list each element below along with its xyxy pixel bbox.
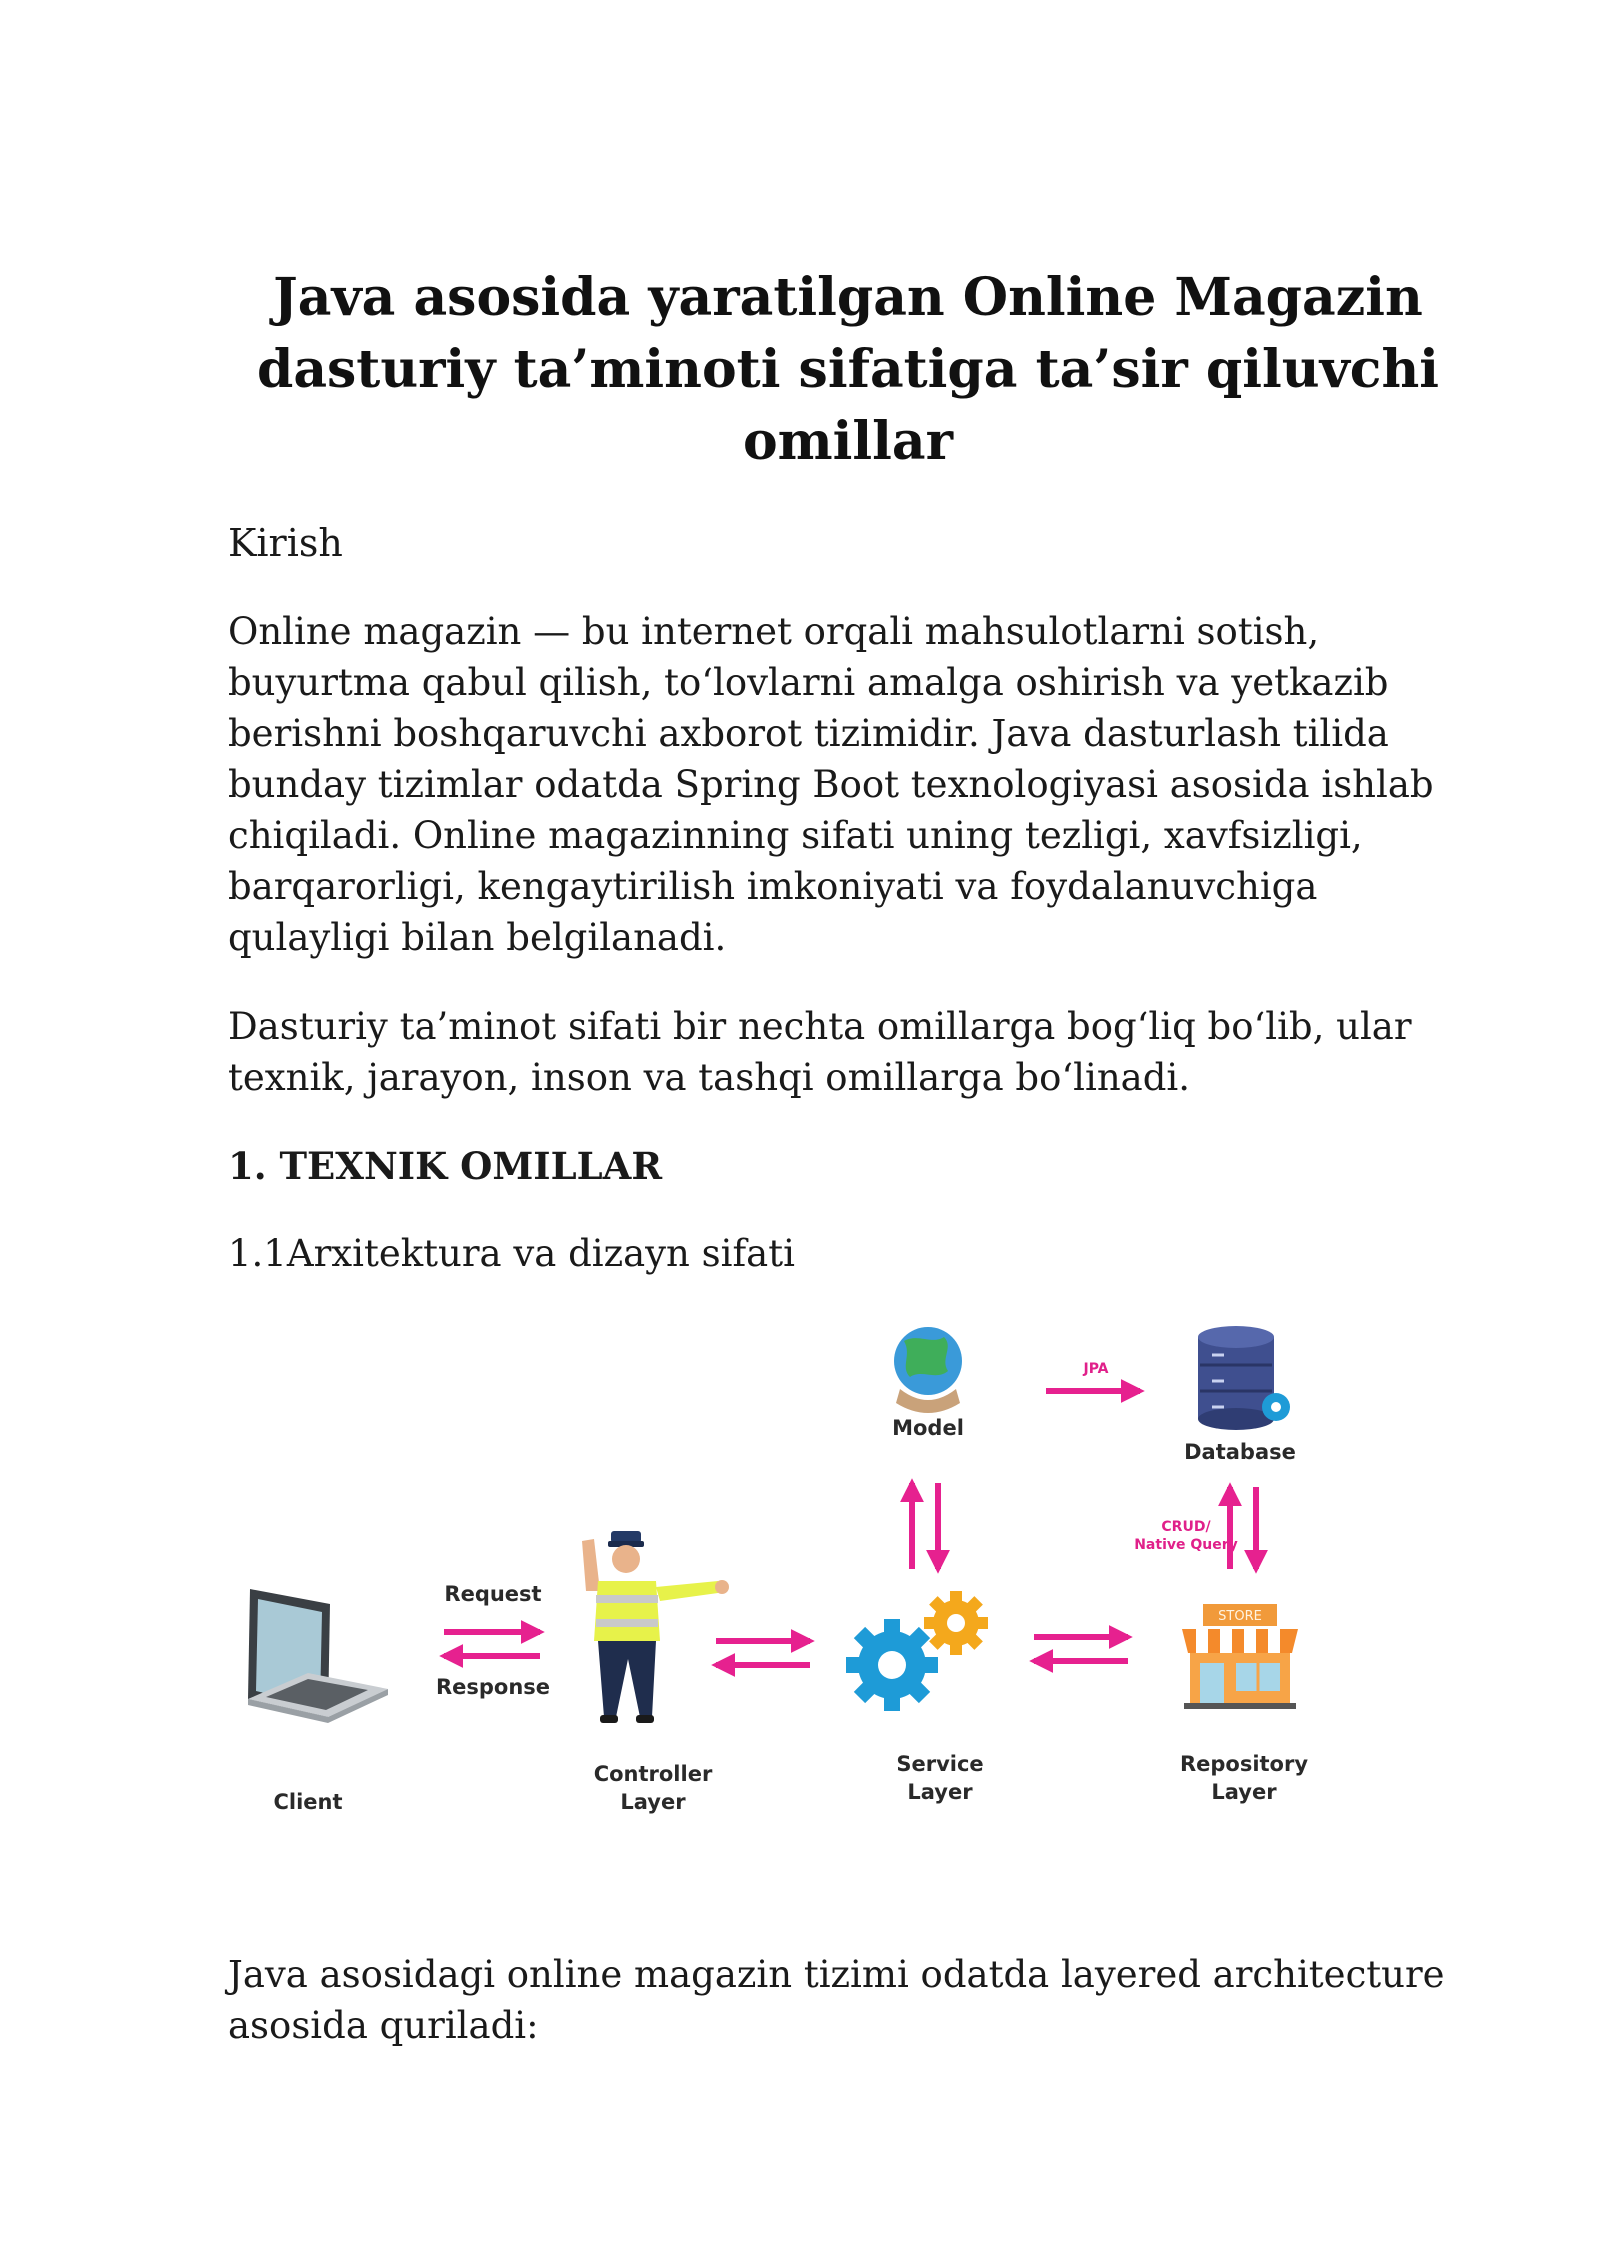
globe-icon [894, 1327, 962, 1413]
database-label: Database [1184, 1440, 1296, 1464]
intro-heading: Kirish [228, 521, 343, 565]
jpa-label: JPA [1083, 1361, 1109, 1377]
controller-label-line2: Layer [620, 1790, 686, 1814]
architecture-diagram-svg [228, 1319, 1328, 1839]
response-label: Response [435, 1675, 551, 1699]
model-label: Model [892, 1416, 964, 1440]
architecture-diagram [228, 1319, 1328, 1839]
subsection-title: 1.1Arxitektura va dizayn sifati [228, 1232, 795, 1275]
section-title: 1. TEXNIK OMILLAR [228, 1144, 663, 1188]
traffic-officer-icon [582, 1531, 729, 1723]
store-sign-text: STORE [1218, 1609, 1262, 1624]
title-line-1: Java asosida yaratilgan Online Magazin [273, 267, 1423, 328]
title-line-2: dasturiy ta’minoti sifatiga ta’sir qiluvchi [256, 339, 1440, 400]
request-label: Request [444, 1582, 542, 1606]
client-label: Client [273, 1790, 343, 1814]
document-page [228, 262, 1468, 2089]
database-icon [1198, 1326, 1290, 1430]
controller-label-line1: Controller [593, 1762, 713, 1786]
gears-icon [846, 1591, 988, 1711]
crud-label-line2: Native Query [1134, 1537, 1238, 1553]
store-icon [1182, 1604, 1298, 1709]
title-line-3: omillar [742, 411, 954, 472]
paragraph-2: Dasturiy ta’minot sifati bir nechta omillarga bog‘liq bo‘lib, ular texnik, jarayon, inson va tashqi omillarga bo‘linadi. [228, 1005, 1412, 1099]
crud-label-line1: CRUD/ [1161, 1519, 1211, 1535]
service-label-line1: Service [896, 1752, 984, 1776]
laptop-icon [248, 1589, 388, 1723]
repository-label-line2: Layer [1211, 1780, 1277, 1804]
repository-label-line1: Repository [1179, 1752, 1309, 1776]
paragraph-1: Online magazin — bu internet orqali mahsulotlarni sotish, buyurtma qabul qilish, to‘lovlarni amalga oshirish va yetkazib berishni boshqaruvchi axborot tizimidir. Java dasturlash tilida bunday tizimlar odatda Spring Boot texnologiyasi asosida ishlab chiqiladi. Online magazinning sifati uning tezligi, xavfsizligi, barqarorligi, kengaytirilish imkoniyati va foydalanuvchiga qulayligi bilan belgilanadi. [228, 610, 1434, 959]
closing-paragraph: Java asosidagi online magazin tizimi odatda layered architecture asosida quriladi: [228, 1953, 1445, 2047]
document-title [228, 262, 1468, 478]
service-label-line2: Layer [907, 1780, 973, 1804]
